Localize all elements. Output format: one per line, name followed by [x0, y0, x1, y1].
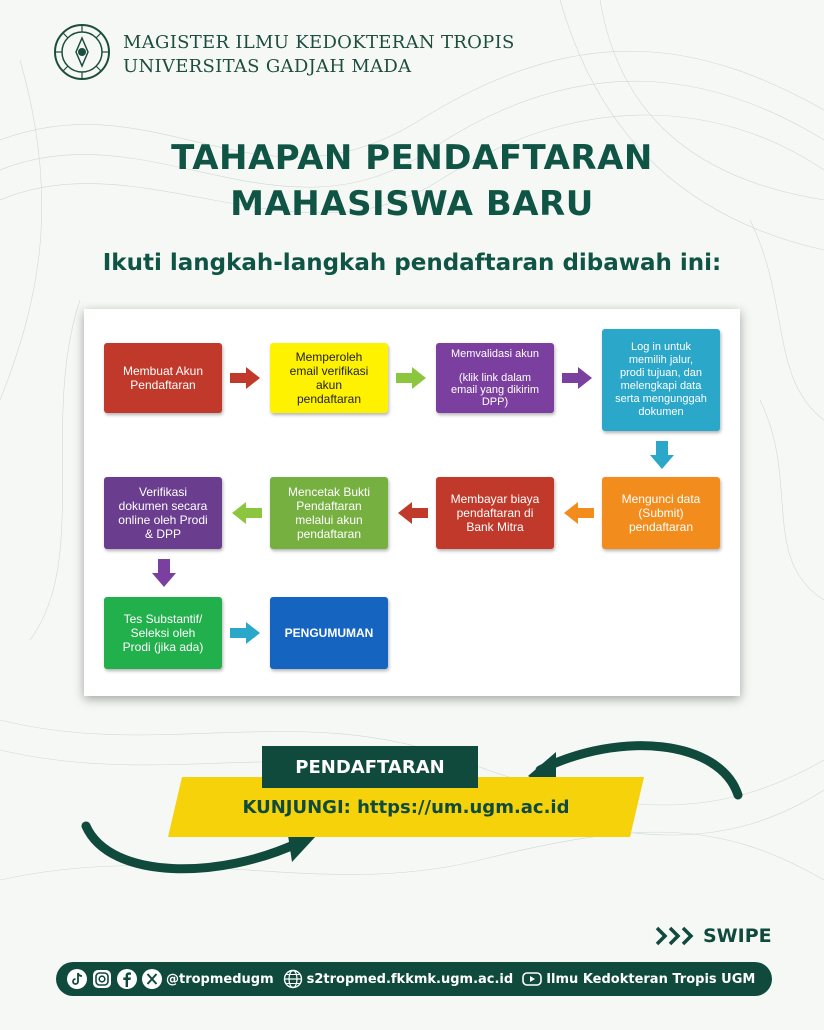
- youtube-channel[interactable]: Ilmu Kedokteran Tropis UGM: [546, 971, 756, 987]
- step-membayar: Membayar biaya pendaftaran di Bank Mitra: [436, 477, 554, 549]
- triple-chevron-right-icon: [655, 926, 697, 946]
- step-login: Log in untuk memilih jalur, prodi tujuan, dan melengkapi data serta mengunggah dokumen: [602, 329, 720, 431]
- footer-bar: [56, 962, 772, 996]
- step-tes: Tes Substantif/ Seleksi oleh Prodi (jika ada): [104, 597, 222, 669]
- org-name-line2: UNIVERSITAS GADJAH MADA: [123, 56, 412, 77]
- arrow-down-icon: [152, 559, 176, 587]
- social-handle[interactable]: @tropmedugm: [166, 971, 274, 987]
- registration-flow-diagram: [84, 309, 740, 696]
- arrow-down-icon: [650, 441, 674, 469]
- globe-icon: [282, 968, 304, 990]
- page-title-line2: MAHASISWA BARU: [230, 184, 594, 224]
- arrow-left-icon: [398, 502, 428, 524]
- swipe-hint[interactable]: [655, 922, 772, 950]
- arrow-right-icon: [230, 622, 260, 644]
- swipe-label: SWIPE: [703, 925, 772, 947]
- cta-url-text[interactable]: KUNJUNGI: https://um.ugm.ac.id: [242, 796, 570, 818]
- youtube-icon: [521, 968, 543, 990]
- page-subtitle: Ikuti langkah-langkah pendaftaran dibawah ini:: [102, 250, 722, 276]
- arrow-left-icon: [564, 502, 594, 524]
- website-link[interactable]: s2tropmed.fkkmk.ugm.ac.id: [306, 971, 514, 987]
- step-mengunci-data: Mengunci data (Submit) pendaftaran: [602, 477, 720, 549]
- arrow-right-icon: [562, 367, 592, 389]
- arrow-right-icon: [230, 367, 260, 389]
- arrow-right-icon: [396, 367, 426, 389]
- facebook-icon[interactable]: [116, 968, 138, 990]
- org-name-line1: MAGISTER ILMU KEDOKTERAN TROPIS: [123, 32, 515, 53]
- step-mencetak: Mencetak Bukti Pendaftaran melalui akun pendaftaran: [270, 477, 388, 549]
- cta-label: PENDAFTARAN: [262, 746, 478, 788]
- step-pengumuman: PENGUMUMAN: [270, 597, 388, 669]
- ugm-seal-icon: [52, 22, 112, 82]
- step-memperoleh-email: Memperoleh email verifikasi akun pendaftaran: [270, 343, 388, 413]
- step-verifikasi: Verifikasi dokumen secara online oleh Prodi & DPP: [104, 477, 222, 549]
- step-memvalidasi-akun: Memvalidasi akun (klik link dalam email yang dikirim DPP): [436, 343, 554, 413]
- step-membuat-akun: Membuat Akun Pendaftaran: [104, 343, 222, 413]
- x-icon[interactable]: [141, 968, 163, 990]
- tiktok-icon[interactable]: [66, 968, 88, 990]
- instagram-icon[interactable]: [91, 968, 113, 990]
- page-title-line1: TAHAPAN PENDAFTARAN: [171, 138, 653, 178]
- arrow-left-icon: [232, 502, 262, 524]
